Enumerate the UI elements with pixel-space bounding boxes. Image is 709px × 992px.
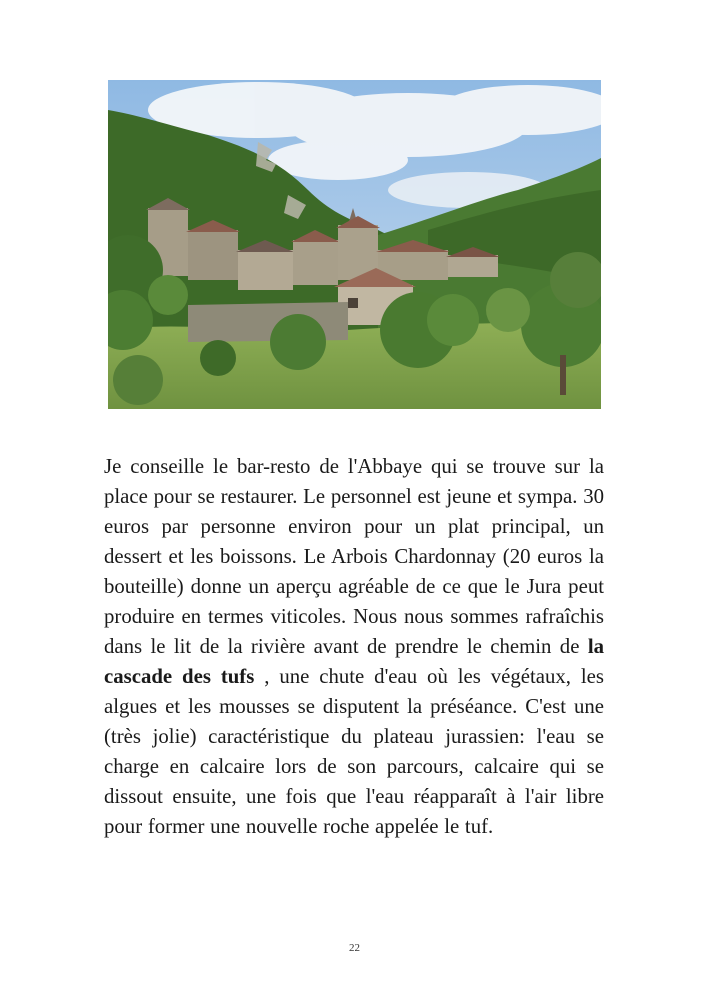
page-number: 22 [349,942,360,954]
tree-trunk [560,355,566,395]
paragraph-part-1: Je conseille le bar-resto de l'Abbaye qui se trouve sur la place pour se restaurer. Le personnel est jeune et sympa. 30 euros par personne environ pour un plat principal, un dessert et les boissons. Le Arbois Chardonnay (20 euros la bouteille) donne un aperçu agréable de ce que le Jura peut produire en termes viticoles. Nous nous sommes rafraîchis dans le lit de la rivière avant de prendre le chemin de [104,455,604,658]
abbey-village-photo [108,80,601,409]
paragraph-part-2: , une chute d'eau où les végétaux, les algues et les mousses se disputent la préséance. C'est une (très jolie) caractéristique du plateau jurassien: l'eau se charge en calcaire lors de son parcours, calcaire qui se dissout ensuite, une fois que l'eau réapparaît à l'air libre pour former une nouvelle roche appelée le tuf. [104,665,604,838]
photo-illustration [108,80,601,409]
cascade-highlight: la cascade des tufs [104,635,604,688]
body-paragraph [104,452,604,842]
